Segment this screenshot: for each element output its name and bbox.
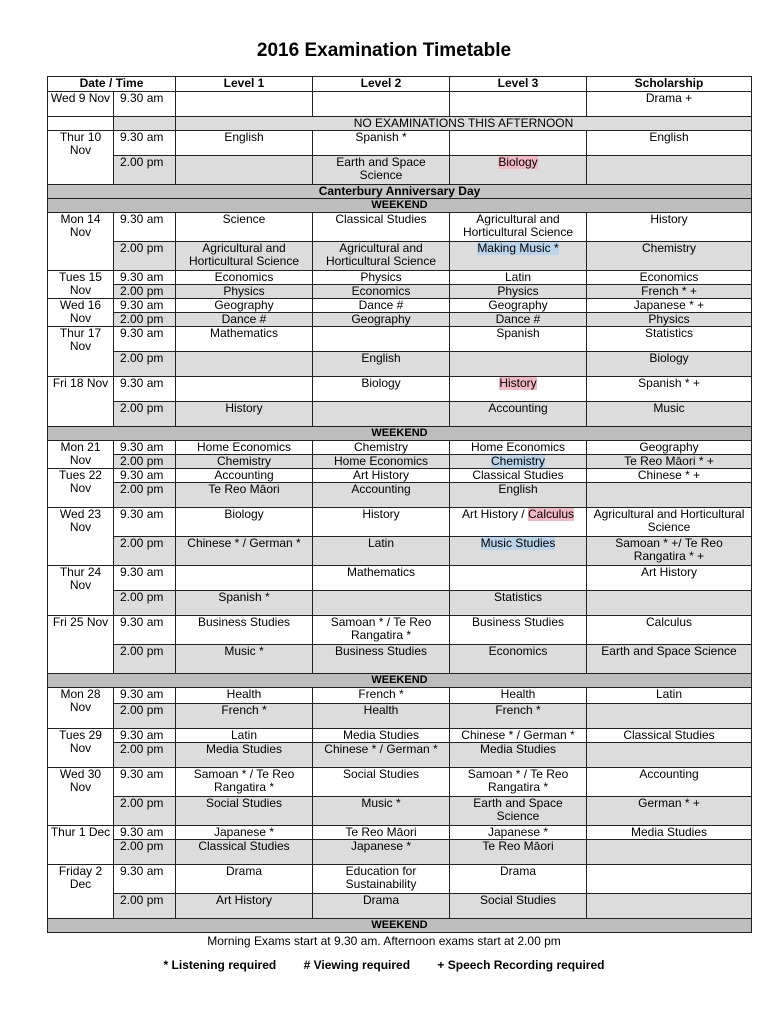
date-cell: Thur 10 Nov (48, 131, 114, 185)
weekend-banner: WEEKEND (48, 674, 752, 688)
exam-cell: Classical Studies (176, 840, 313, 865)
table-row (48, 455, 752, 469)
exam-cell: Agricultural and Horticultural Science (176, 242, 313, 271)
table-row (48, 402, 752, 427)
table-row (48, 117, 752, 131)
exam-cell: Classical Studies (587, 729, 752, 743)
exam-cell (176, 156, 313, 185)
exam-cell: Statistics (450, 591, 587, 616)
exam-cell (313, 327, 450, 352)
table-row (48, 688, 752, 704)
weekend-banner: WEEKEND (48, 199, 752, 213)
exam-cell: Home Economics (176, 441, 313, 455)
exam-cell: Media Studies (450, 743, 587, 768)
exam-cell: Te Reo Māori * + (587, 455, 752, 469)
time-cell: 9.30 am (114, 616, 176, 645)
time-cell: 9.30 am (114, 441, 176, 455)
exam-cell: Spanish * (176, 591, 313, 616)
exam-cell: Latin (587, 688, 752, 704)
exam-cell: Japanese * + (587, 299, 752, 313)
time-cell: 9.30 am (114, 688, 176, 704)
exam-cell: Economics (450, 645, 587, 674)
time-cell: 2.00 pm (114, 840, 176, 865)
time-cell: 2.00 pm (114, 242, 176, 271)
time-cell: 2.00 pm (114, 402, 176, 427)
exam-cell: Drama + (587, 92, 752, 117)
table-row (48, 566, 752, 591)
table-row (48, 768, 752, 797)
date-cell: Wed 23 Nov (48, 508, 114, 566)
exam-cell: Statistics (587, 327, 752, 352)
exam-cell: Health (313, 704, 450, 729)
table-row (48, 92, 752, 117)
time-cell: 2.00 pm (114, 156, 176, 185)
time-cell: 2.00 pm (114, 313, 176, 327)
exam-cell: History (587, 213, 752, 242)
exam-cell: Latin (176, 729, 313, 743)
exam-cell (587, 894, 752, 919)
highlighted-subject: Making Music * (477, 241, 559, 255)
exam-cell (450, 352, 587, 377)
exam-cell: Economics (313, 285, 450, 299)
table-row (48, 242, 752, 271)
time-cell: 9.30 am (114, 299, 176, 313)
exam-cell: Te Reo Māori (450, 840, 587, 865)
time-cell: 2.00 pm (114, 483, 176, 508)
highlighted-subject: Music Studies (480, 536, 556, 550)
table-row (48, 645, 752, 674)
table-row (48, 591, 752, 616)
exam-cell: Japanese * (450, 826, 587, 840)
header-level-2: Level 2 (313, 77, 450, 92)
table-row (48, 674, 752, 688)
exam-cell (587, 865, 752, 894)
exam-cell: English (176, 131, 313, 156)
exam-cell: Latin (450, 271, 587, 285)
exam-cell: Drama (450, 865, 587, 894)
exam-cell: Latin (313, 537, 450, 566)
exam-cell (587, 483, 752, 508)
exam-cell: Education for Sustainability (313, 865, 450, 894)
date-cell: Thur 24 Nov (48, 566, 114, 616)
exam-cell: Agricultural and Horticultural Science (313, 242, 450, 271)
exam-cell: English (587, 131, 752, 156)
exam-cell: Agricultural and Horticultural Science (450, 213, 587, 242)
time-cell: 2.00 pm (114, 645, 176, 674)
holiday-banner: Canterbury Anniversary Day (48, 185, 752, 199)
highlighted-subject: History (499, 376, 537, 390)
exam-cell: Home Economics (313, 455, 450, 469)
exam-cell: Accounting (176, 469, 313, 483)
exam-cell: Geography (587, 441, 752, 455)
exam-cell: Calculus (587, 616, 752, 645)
time-cell: 2.00 pm (114, 537, 176, 566)
table-row (48, 797, 752, 826)
date-cell: Wed 30 Nov (48, 768, 114, 826)
table-row (48, 213, 752, 242)
exam-cell: Chemistry (313, 441, 450, 455)
date-cell: Friday 2 Dec (48, 865, 114, 919)
table-row (48, 352, 752, 377)
exam-cell: Biology (176, 508, 313, 537)
table-row (48, 441, 752, 455)
table-row (48, 729, 752, 743)
legend-speech: + Speech Recording required (437, 958, 605, 972)
exam-cell: Biology (587, 352, 752, 377)
exam-cell (176, 377, 313, 402)
exam-cell (587, 591, 752, 616)
exam-cell: Business Studies (176, 616, 313, 645)
exam-cell: English (450, 483, 587, 508)
exam-cell (587, 704, 752, 729)
table-row (48, 743, 752, 768)
exam-cell: Media Studies (313, 729, 450, 743)
exam-cell: Geography (313, 313, 450, 327)
exam-subject: Calculus (527, 507, 575, 521)
exam-cell: Chemistry (587, 242, 752, 271)
date-cell: Mon 28 Nov (48, 688, 114, 729)
exam-cell: Chemistry (176, 455, 313, 469)
exam-cell: Music * (176, 645, 313, 674)
time-cell: 9.30 am (114, 271, 176, 285)
table-row (48, 919, 752, 933)
timetable-body (48, 92, 752, 933)
exam-cell: Physics (450, 285, 587, 299)
highlighted-subject: Chemistry (490, 454, 545, 468)
exam-cell: Chinese * / German * (450, 729, 587, 743)
table-row (48, 427, 752, 441)
exam-cell: Spanish * + (587, 377, 752, 402)
exam-cell: Media Studies (176, 743, 313, 768)
exam-cell: Economics (587, 271, 752, 285)
exam-cell: Mathematics (176, 327, 313, 352)
time-cell: 9.30 am (114, 729, 176, 743)
start-times-note: Morning Exams start at 9.30 am. Afternoon exams start at 2.00 pm (207, 934, 561, 948)
date-cell: Thur 17 Nov (48, 327, 114, 377)
exam-cell: Te Reo Māori (313, 826, 450, 840)
exam-cell: Japanese * (313, 840, 450, 865)
table-row (48, 185, 752, 199)
exam-cell (450, 131, 587, 156)
exam-cell: Spanish (450, 327, 587, 352)
exam-cell: Classical Studies (450, 469, 587, 483)
exam-cell: Dance # (450, 313, 587, 327)
exam-cell: Social Studies (176, 797, 313, 826)
table-row (48, 199, 752, 213)
exam-cell (313, 591, 450, 616)
exam-cell: Samoan * +/ Te Reo Rangatira * + (587, 537, 752, 566)
exam-cell: Agricultural and Horticultural Science (587, 508, 752, 537)
exam-cell: Accounting (587, 768, 752, 797)
date-cell: Tues 22 Nov (48, 469, 114, 508)
legend-listening: * Listening required (163, 958, 277, 972)
header-row (48, 77, 752, 92)
exam-cell: Te Reo Māori (176, 483, 313, 508)
exam-cell (450, 508, 587, 537)
time-cell: 2.00 pm (114, 797, 176, 826)
table-row (48, 327, 752, 352)
exam-cell: Economics (176, 271, 313, 285)
exam-cell (313, 92, 450, 117)
exam-cell: Physics (587, 313, 752, 327)
date-cell: Tues 29 Nov (48, 729, 114, 768)
date-cell: Tues 15 Nov (48, 271, 114, 299)
table-row (48, 271, 752, 285)
time-cell: 9.30 am (114, 213, 176, 242)
exam-cell: Classical Studies (313, 213, 450, 242)
time-cell: 2.00 pm (114, 704, 176, 729)
date-cell (48, 117, 114, 131)
table-row (48, 285, 752, 299)
table-row (48, 616, 752, 645)
exam-cell: Drama (176, 865, 313, 894)
time-cell: 2.00 pm (114, 285, 176, 299)
time-cell: 9.30 am (114, 377, 176, 402)
exam-cell: Business Studies (313, 645, 450, 674)
exam-cell: Art History (587, 566, 752, 591)
exam-cell (450, 242, 587, 271)
exam-cell: Business Studies (450, 616, 587, 645)
exam-cell: Home Economics (450, 441, 587, 455)
time-cell: 9.30 am (114, 327, 176, 352)
time-cell: 9.30 am (114, 768, 176, 797)
table-row (48, 131, 752, 156)
table-row (48, 508, 752, 537)
date-cell: Mon 14 Nov (48, 213, 114, 271)
exam-cell: Health (450, 688, 587, 704)
exam-cell: Physics (313, 271, 450, 285)
exam-cell: Dance # (313, 299, 450, 313)
header-scholarship: Scholarship (587, 77, 752, 92)
exam-cell: Accounting (450, 402, 587, 427)
exam-cell: German * + (587, 797, 752, 826)
exam-cell: French * (313, 688, 450, 704)
exam-cell (450, 537, 587, 566)
date-cell: Mon 21 Nov (48, 441, 114, 469)
exam-subject: Art History / (461, 507, 528, 521)
date-cell: Thur 1 Dec (48, 826, 114, 865)
exam-cell: Dance # (176, 313, 313, 327)
exam-cell: Physics (176, 285, 313, 299)
exam-cell: Samoan * / Te Reo Rangatira * (313, 616, 450, 645)
time-cell: 2.00 pm (114, 743, 176, 768)
date-cell: Fri 25 Nov (48, 616, 114, 674)
time-cell: 2.00 pm (114, 894, 176, 919)
exam-cell: Geography (176, 299, 313, 313)
notice-cell: NO EXAMINATIONS THIS AFTERNOON (176, 117, 752, 131)
exam-cell: Art History (313, 469, 450, 483)
exam-cell (450, 566, 587, 591)
exam-cell (450, 377, 587, 402)
exam-cell (176, 566, 313, 591)
exam-cell: English (313, 352, 450, 377)
exam-cell (313, 402, 450, 427)
date-cell: Wed 9 Nov (48, 92, 114, 117)
time-cell: 9.30 am (114, 826, 176, 840)
time-cell: 9.30 am (114, 508, 176, 537)
exam-cell: Drama (313, 894, 450, 919)
exam-cell: Geography (450, 299, 587, 313)
table-row (48, 826, 752, 840)
exam-cell: French * + (587, 285, 752, 299)
exam-cell: Earth and Space Science (450, 797, 587, 826)
table-row (48, 299, 752, 313)
exam-cell: Samoan * / Te Reo Rangatira * (450, 768, 587, 797)
table-row (48, 865, 752, 894)
exam-cell: Social Studies (313, 768, 450, 797)
exam-cell: Music (587, 402, 752, 427)
table-row (48, 469, 752, 483)
exam-cell (176, 92, 313, 117)
exam-cell: Music * (313, 797, 450, 826)
exam-cell: Earth and Space Science (587, 645, 752, 674)
table-row (48, 704, 752, 729)
time-cell: 9.30 am (114, 865, 176, 894)
table-row (48, 156, 752, 185)
legend (0, 958, 768, 972)
exam-cell (450, 156, 587, 185)
exam-cell: Social Studies (450, 894, 587, 919)
exam-cell: French * (176, 704, 313, 729)
time-cell (114, 117, 176, 131)
header-level-3: Level 3 (450, 77, 587, 92)
exam-cell: Media Studies (587, 826, 752, 840)
exam-cell: Chinese * / German * (313, 743, 450, 768)
time-cell: 9.30 am (114, 131, 176, 156)
exam-cell (587, 156, 752, 185)
exam-cell: Japanese * (176, 826, 313, 840)
time-cell: 2.00 pm (114, 591, 176, 616)
time-cell: 9.30 am (114, 566, 176, 591)
exam-cell: Earth and Space Science (313, 156, 450, 185)
date-cell: Fri 18 Nov (48, 377, 114, 427)
exam-cell: Biology (313, 377, 450, 402)
exam-cell (587, 840, 752, 865)
header-date-time: Date / Time (48, 77, 176, 92)
highlighted-subject: Biology (498, 155, 538, 169)
page-title: 2016 Examination Timetable (256, 40, 512, 61)
exam-cell: Chinese * / German * (176, 537, 313, 566)
date-cell: Wed 16 Nov (48, 299, 114, 327)
exam-cell: Chinese * + (587, 469, 752, 483)
timetable (47, 76, 752, 933)
exam-cell: Mathematics (313, 566, 450, 591)
exam-cell (587, 743, 752, 768)
exam-cell: Art History (176, 894, 313, 919)
time-cell: 2.00 pm (114, 455, 176, 469)
time-cell: 9.30 am (114, 92, 176, 117)
table-row (48, 894, 752, 919)
exam-cell: History (176, 402, 313, 427)
exam-cell: Samoan * / Te Reo Rangatira * (176, 768, 313, 797)
exam-cell (450, 92, 587, 117)
exam-cell: History (313, 508, 450, 537)
table-row (48, 313, 752, 327)
exam-cell: Science (176, 213, 313, 242)
exam-cell: Accounting (313, 483, 450, 508)
weekend-banner: WEEKEND (48, 919, 752, 933)
exam-cell: Spanish * (313, 131, 450, 156)
time-cell: 2.00 pm (114, 352, 176, 377)
header-level-1: Level 1 (176, 77, 313, 92)
weekend-banner: WEEKEND (48, 427, 752, 441)
time-cell: 9.30 am (114, 469, 176, 483)
exam-cell (176, 352, 313, 377)
table-row (48, 840, 752, 865)
table-row (48, 483, 752, 508)
table-row (48, 377, 752, 402)
legend-viewing: # Viewing required (303, 958, 411, 972)
exam-cell: Health (176, 688, 313, 704)
exam-cell (450, 455, 587, 469)
exam-cell: French * (450, 704, 587, 729)
table-row (48, 537, 752, 566)
